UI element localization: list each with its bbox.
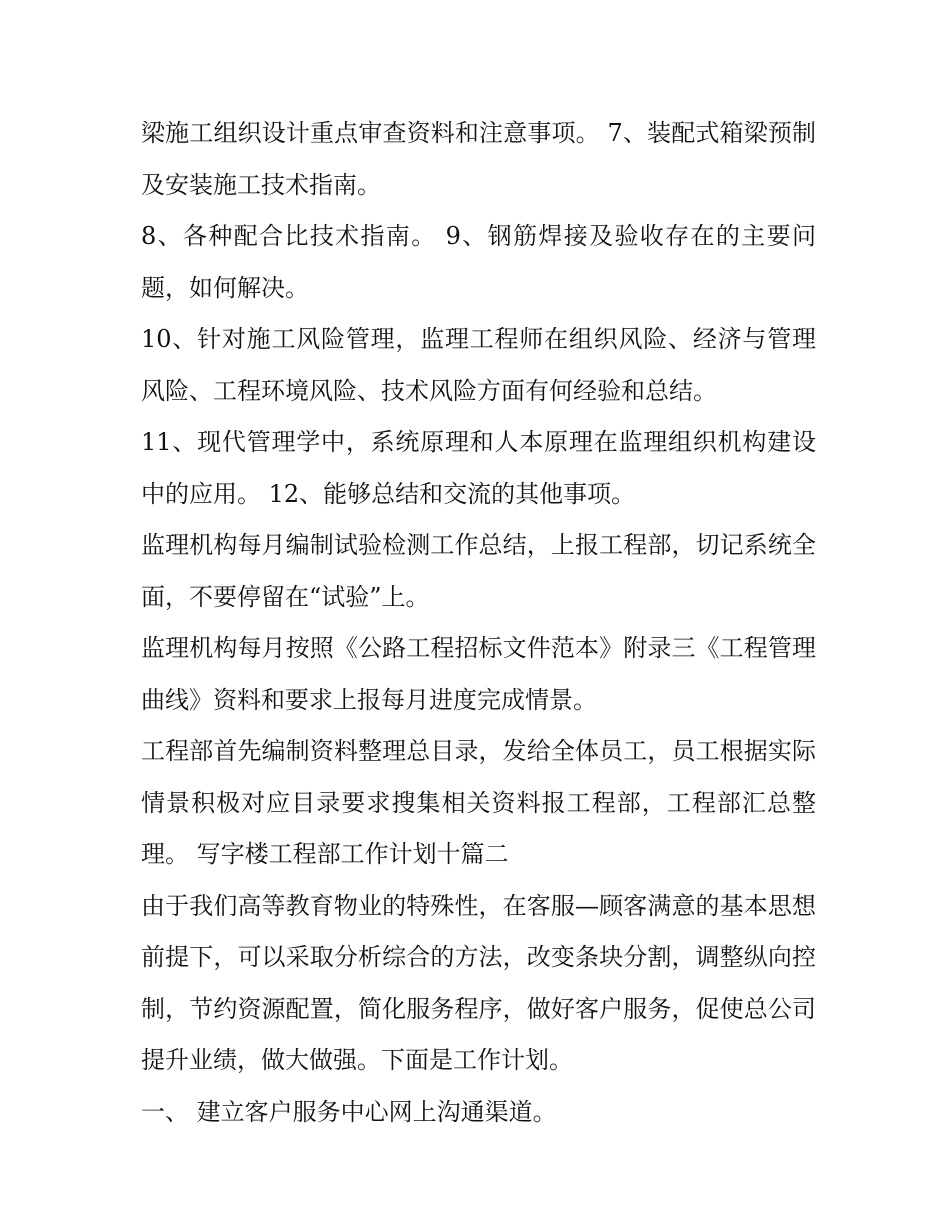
paragraph-8: 由于我们高等教育物业的特殊性，在客服—顾客满意的基本思想前提下，可以采取分析综合的方法，改变条块分割，调整纵向控制，节约资源配置，简化服务程序，做好客户服务，促使总公司提升业绩，做大做强。下面是工作计划。: [141, 891, 816, 1074]
paragraph-1: 梁施工组织设计重点审查资料和注意事项。 7、装配式箱梁预制及安装施工技术指南。: [141, 119, 816, 199]
paragraph-6: 监理机构每月按照《公路工程招标文件范本》附录三《工程管理曲线》资料和要求上报每月进度完成情景。: [141, 634, 816, 714]
paragraph-5: 监理机构每月编制试验检测工作总结，上报工程部，切记系统全面，不要停留在“试验”上。: [141, 531, 816, 611]
paragraph-4: 11、现代管理学中，系统原理和人本原理在监理组织机构建设中的应用。 12、能够总结和交流的其他事项。: [141, 428, 816, 508]
paragraph-9: 一、 建立客户服务中心网上沟通渠道。: [141, 1097, 557, 1126]
paragraph-7: 工程部首先编制资料整理总目录，发给全体员工，员工根据实际情景积极对应目录要求搜集相关资料报工程部，工程部汇总整理。 写字楼工程部工作计划十篇二: [141, 737, 816, 868]
paragraph-2: 8、各种配合比技术指南。 9、钢筋焊接及验收存在的主要问题，如何解决。: [141, 222, 816, 302]
document-body: [141, 108, 816, 1138]
paragraph-3: 10、针对施工风险管理，监理工程师在组织风险、经济与管理风险、工程环境风险、技术风险方面有何经验和总结。: [141, 325, 816, 405]
